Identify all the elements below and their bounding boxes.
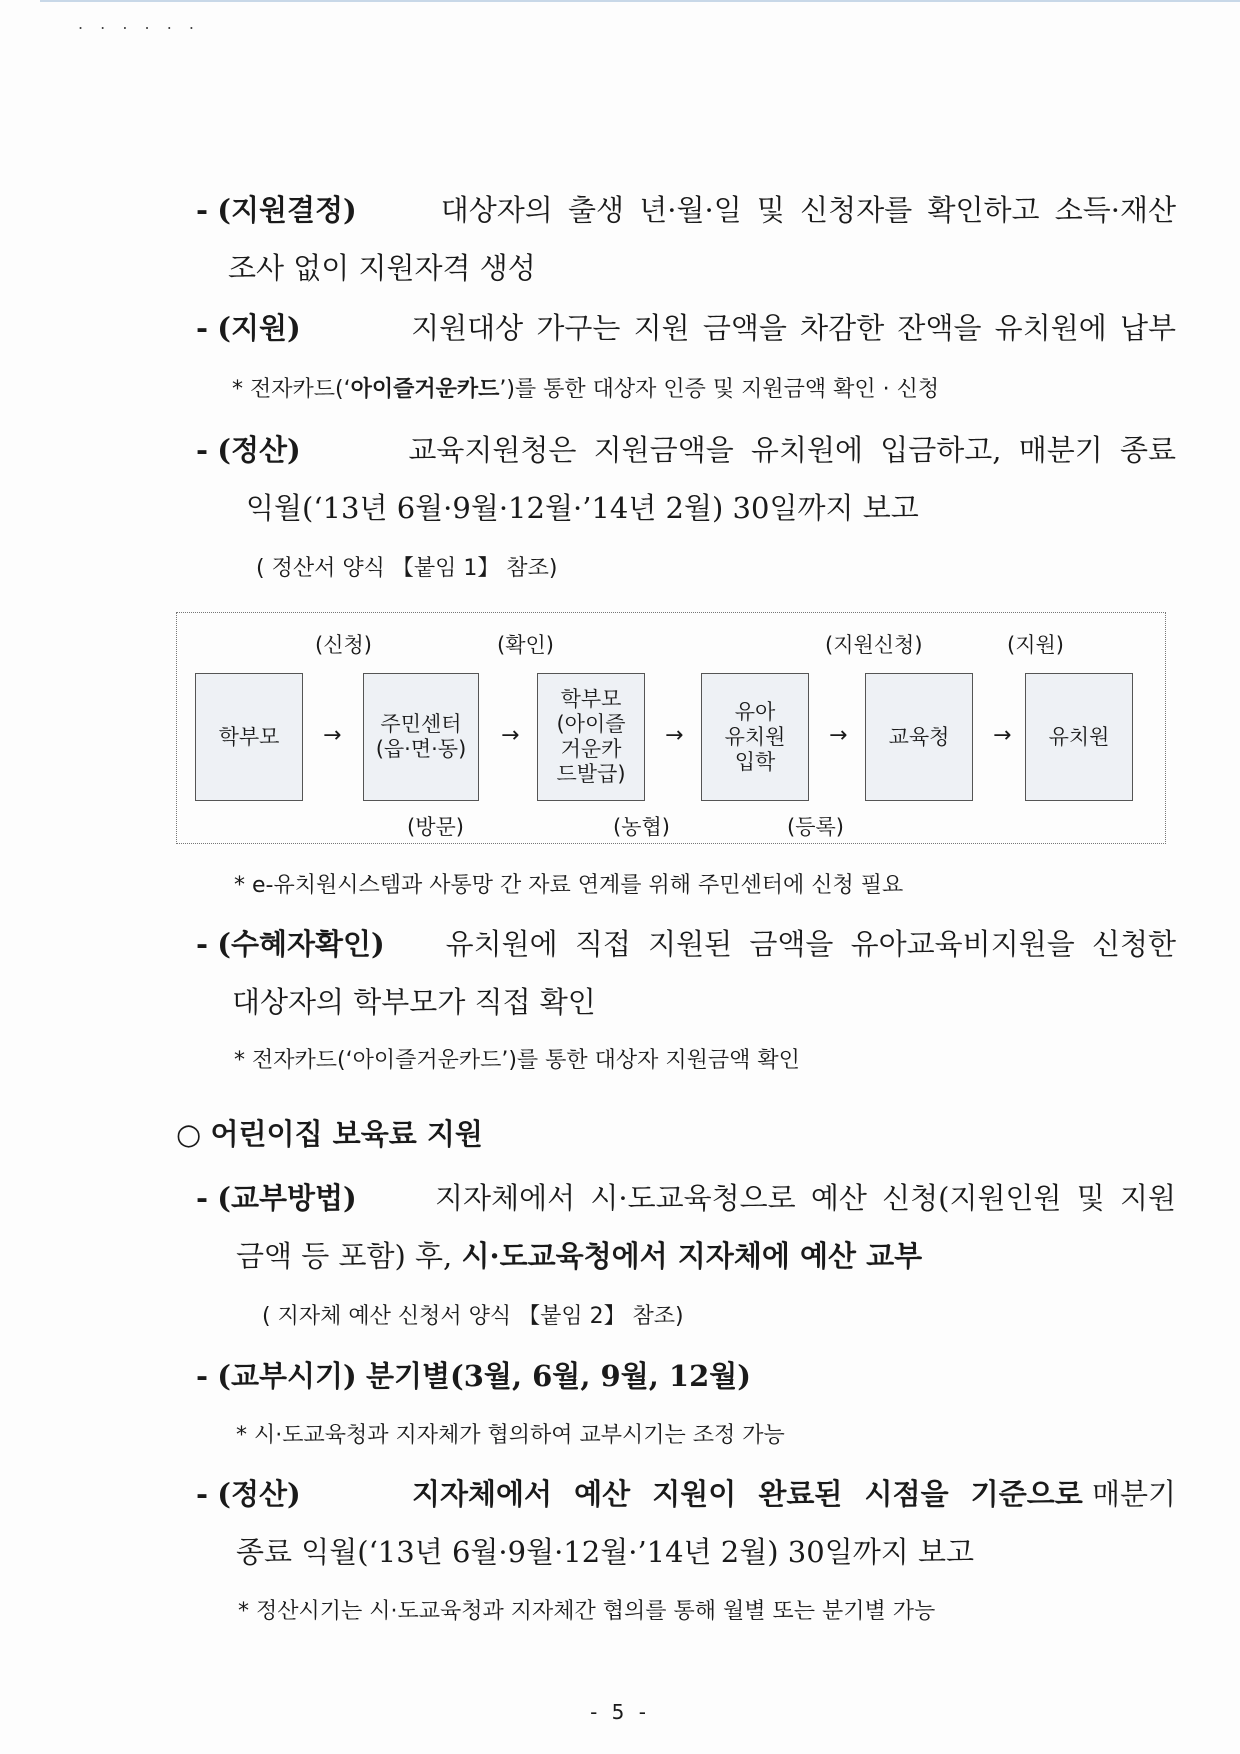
note-settlement-period: * 정산시기는 시·도교육청과 지자체간 협의를 통해 월별 또는 분기별 가능 xyxy=(238,1599,936,1624)
item-text: 지원대상 가구는 지원 금액을 차감한 잔액을 유치원에 납부 xyxy=(411,311,1176,345)
flow-label-support: (지원) xyxy=(1007,633,1064,657)
item-text: 분기별(3월, 6월, 9월, 12월) xyxy=(365,1359,751,1393)
dash: - xyxy=(196,927,209,961)
item-grant-timing xyxy=(196,1354,751,1395)
flow-label-confirm: (확인) xyxy=(497,633,554,657)
item-label: (정산) xyxy=(217,1477,301,1511)
item-bold-text: 지자체에서 예산 지원이 완료된 시점을 기준으로 xyxy=(411,1477,1083,1511)
item-cont: 조사 없이 지원자격 생성 xyxy=(228,251,536,285)
section-heading xyxy=(176,1112,483,1153)
item-beneficiary-check xyxy=(196,922,1176,963)
flow-box-community-center: 주민센터 (읍·면·동) xyxy=(363,673,479,801)
arrow-icon: → xyxy=(323,723,342,748)
cont-bold-text: 시·도교육청에서 지자체에 예산 교부 xyxy=(461,1239,923,1273)
dash: - xyxy=(196,311,209,345)
flow-label-apply: (신청) xyxy=(315,633,372,657)
item-text: 교육지원청은 지원금액을 유치원에 입금하고, 매분기 종료 xyxy=(408,433,1176,467)
item-cont: 종료 익월(‘13년 6월·9월·12월·’14년 2월) 30일까지 보고 xyxy=(236,1535,974,1569)
item-support xyxy=(196,306,1176,347)
dash: - xyxy=(196,433,209,467)
header-marks: . . . . . . xyxy=(78,14,200,33)
flow-label-register: (등록) xyxy=(787,815,844,839)
flow-label-visit: (방문) xyxy=(407,815,464,839)
note-text: ’)를 통한 대상자 인증 및 지원금액 확인 · 신청 xyxy=(499,377,940,402)
item-label: (지원결정) xyxy=(217,193,357,227)
item-grant-method xyxy=(196,1176,1176,1217)
item-label: (교부시기) xyxy=(217,1359,357,1393)
flow-box-kindergarten-entry: 유아 유치원 입학 xyxy=(701,673,809,801)
form-reference: ( 정산서 양식 【붙임 1】 참조) xyxy=(256,556,558,581)
dash: - xyxy=(196,193,209,227)
item-text: 매분기 xyxy=(1091,1477,1176,1511)
flow-box-parent: 학부모 xyxy=(195,673,303,801)
page-number: - 5 - xyxy=(590,1700,650,1724)
note-ecard xyxy=(232,372,939,403)
item-settlement xyxy=(196,428,1176,469)
item-text: 대상자의 출생 년·월·일 및 신청자를 확인하고 소득·재산 xyxy=(440,193,1176,227)
note-ecard-check: * 전자카드(‘아이즐거운카드’)를 통한 대상자 지원금액 확인 xyxy=(234,1048,800,1073)
item-text: 유치원에 직접 지원된 금액을 유아교육비지원을 신청한 xyxy=(445,927,1176,961)
note-grant-timing: * 시·도교육청과 지자체가 협의하여 교부시기는 조정 가능 xyxy=(236,1423,785,1448)
arrow-icon: → xyxy=(665,723,684,748)
flow-label-nonghyup: (농협) xyxy=(613,815,670,839)
note-bold-text: 아이즐거운카드 xyxy=(350,377,500,402)
item-label: (지원) xyxy=(217,311,301,345)
flow-box-kindergarten: 유치원 xyxy=(1025,673,1133,801)
item-text: 지자체에서 시·도교육청으로 예산 신청(지원인원 및 지원 xyxy=(435,1181,1176,1215)
arrow-icon: → xyxy=(829,723,848,748)
item-settlement-2 xyxy=(196,1472,1176,1513)
arrow-icon: → xyxy=(501,723,520,748)
circle-bullet-icon: ○ xyxy=(176,1117,202,1151)
dash: - xyxy=(196,1181,209,1215)
arrow-icon: → xyxy=(993,723,1012,748)
cont-text: 금액 등 포함) 후, xyxy=(236,1239,453,1273)
item-label: (정산) xyxy=(217,433,301,467)
item-support-decision xyxy=(196,188,1176,229)
item-cont: 대상자의 학부모가 직접 확인 xyxy=(232,985,596,1019)
dash: - xyxy=(196,1477,209,1511)
flow-box-parent-card: 학부모 (아이즐 거운카 드발급) xyxy=(537,673,645,801)
item-cont xyxy=(236,1234,922,1275)
flow-box-education-office: 교육청 xyxy=(865,673,973,801)
note-e-kindergarten: * e-유치원시스템과 사통망 간 자료 연계를 위해 주민센터에 신청 필요 xyxy=(234,873,904,898)
form-reference: ( 지자체 예산 신청서 양식 【붙임 2】 참조) xyxy=(262,1304,684,1329)
top-rule xyxy=(40,0,1240,2)
item-cont: 익월(‘13년 6월·9월·12월·’14년 2월) 30일까지 보고 xyxy=(246,491,919,525)
note-text: * 전자카드(‘ xyxy=(232,377,351,402)
item-label: (수혜자확인) xyxy=(217,927,385,961)
dash: - xyxy=(196,1359,209,1393)
flow-label-support-request: (지원신청) xyxy=(825,633,923,657)
section-title: 어린이집 보육료 지원 xyxy=(210,1117,483,1151)
support-flow-diagram xyxy=(176,612,1166,844)
item-label: (교부방법) xyxy=(217,1181,357,1215)
